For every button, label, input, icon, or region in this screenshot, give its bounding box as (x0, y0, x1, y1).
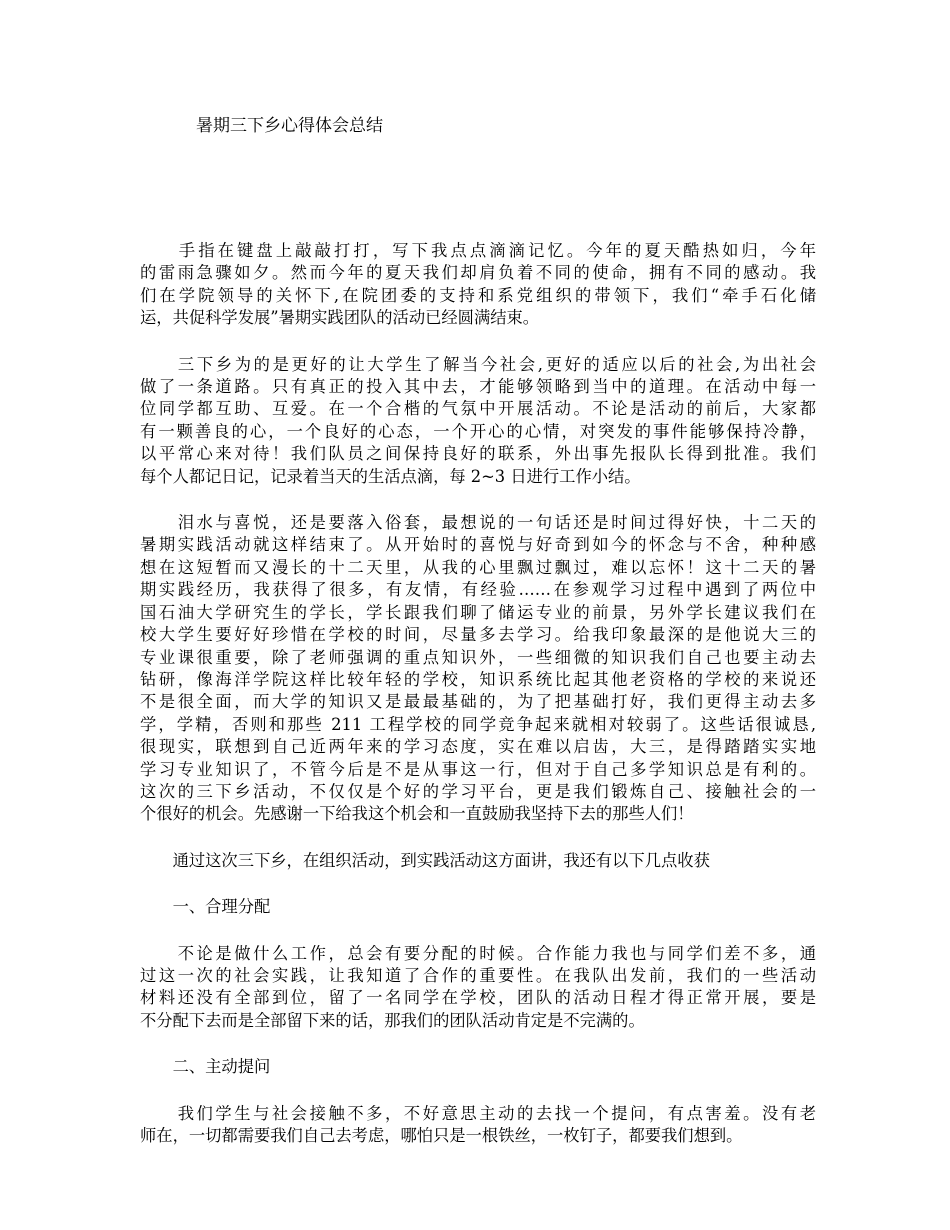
text-line: 以平常心来对待！我们队员之间保持良好的联系，外出事先报队长得到批准。我们 (140, 444, 816, 464)
text-line: 通过这次三下乡，在组织活动，到实践活动这方面讲，我还有以下几点收获 (140, 850, 710, 870)
text-line: 不分配下去而是全部留下来的话，那我们的团队活动肯定是不完满的。 (140, 1010, 645, 1030)
text-line: 们在学院领导的关怀下,在院团委的支持和系党组织的带领下，我们“牵手石化储 (140, 285, 816, 305)
section-heading-questions: 二、主动提问 (140, 1057, 271, 1077)
text-line: 暑期实践活动就这样结束了。从开始时的喜悦与好奇到如今的怀念与不舍，种种感 (140, 535, 816, 555)
paragraph-allocation (140, 943, 816, 1033)
text-line: 的雷雨急骤如夕。然而今年的夏天我们却肩负着不同的使命，拥有不同的感动。我 (140, 263, 816, 283)
paragraph-reflection (140, 512, 816, 826)
text-line: 学习专业知识了，不管今后是不是从事这一行，但对于自己多学知识总是有利的。 (140, 759, 816, 779)
text-line: 泪水与喜悦，还是要落入俗套，最想说的一句话还是时间过得好快，十二天的 (140, 513, 816, 533)
text-line: 我们学生与社会接触不多，不好意思主动的去找一个提问，有点害羞。没有老 (140, 1103, 816, 1123)
text-line: 位同学都互助、互爱。在一个合楷的气氛中开展活动。不论是活动的前后，大家都 (140, 399, 816, 419)
text-line: 不论是做什么工作，总会有要分配的时候。合作能力我也与同学们差不多，通 (140, 943, 816, 963)
text-line: 校大学生要好好珍惜在学校的时间，尽量多去学习。给我印象最深的是他说大三的 (140, 625, 816, 645)
text-line: 做了一条道路。只有真正的投入其中去，才能够领略到当中的道理。在活动中每一 (140, 377, 816, 397)
text-line: 每个人都记日记，记录着当天的生活点滴，每 2~3 日进行工作小结。 (140, 466, 641, 486)
text-line: 师在，一切都需要我们自己去考虑，哪怕只是一根铁丝，一枚钉子，都要我们想到。 (140, 1126, 743, 1145)
text-line: 不是很全面，而大学的知识又是最最基础的，为了把基础打好，我们更得主动去多 (140, 692, 816, 712)
text-line: 这次的三下乡活动，不仅仅是个好的学习平台，更是我们锻炼自己、接触社会的一 (140, 781, 816, 801)
text-line: 手指在键盘上敲敲打打，写下我点点滴滴记忆。今年的夏天酷热如归，今年 (140, 241, 816, 260)
text-line: 学，学精，否则和那些 211 工程学校的同学竞争起来就相对较弱了。这些话很诚恳, (140, 714, 816, 734)
text-line: 期实践经历，我获得了很多，有友情，有经验……在参观学习过程中遇到了两位中 (140, 580, 816, 600)
section-heading-allocation: 一、合理分配 (140, 897, 271, 917)
text-line: 材料还没有全部到位，留了一名同学在学校，团队的活动日程才得正常开展，要是 (140, 988, 816, 1008)
document-body (140, 240, 816, 1171)
text-line: 很现实，联想到自己近两年来的学习态度，实在难以启齿，大三，是得踏踏实实地 (140, 737, 816, 757)
paragraph-intro (140, 240, 816, 330)
text-line: 国石油大学研究生的学长，学长跟我们聊了储运专业的前景，另外学长建议我们在 (140, 602, 816, 622)
text-line: 过这一次的社会实践，让我知道了合作的重要性。在我队出发前，我们的一些活动 (140, 965, 816, 985)
paragraph-purpose (140, 354, 816, 488)
text-line: 个很好的机会。先感谢一下给我这个机会和一直鼓励我坚持下去的那些人们！ (140, 804, 694, 824)
text-line: 三下乡为的是更好的让大学生了解当今社会,更好的适应以后的社会,为出社会 (140, 354, 816, 374)
text-line: 有一颗善良的心，一个良好的心态，一个开心的心情，对突发的事件能够保持冷静， (140, 421, 816, 441)
paragraph-gains-intro (140, 850, 816, 872)
document-title: 暑期三下乡心得体会总结 (196, 116, 383, 136)
text-line: 想在这短暂而又漫长的十二天里，从我的心里飘过飘过，难以忘怀！这十二天的暑 (140, 557, 816, 577)
text-line: 钻研，像海洋学院这样比较年轻的学校，知识系统比起其他老资格的学校的来说还 (140, 669, 816, 689)
paragraph-questions (140, 1103, 816, 1148)
text-line: 运，共促科学发展”暑期实践团队的活动已经圆满结束。 (140, 308, 540, 328)
text-line: 专业课很重要，除了老师强调的重点知识外，一些细微的知识我们自己也要主动去 (140, 647, 816, 667)
